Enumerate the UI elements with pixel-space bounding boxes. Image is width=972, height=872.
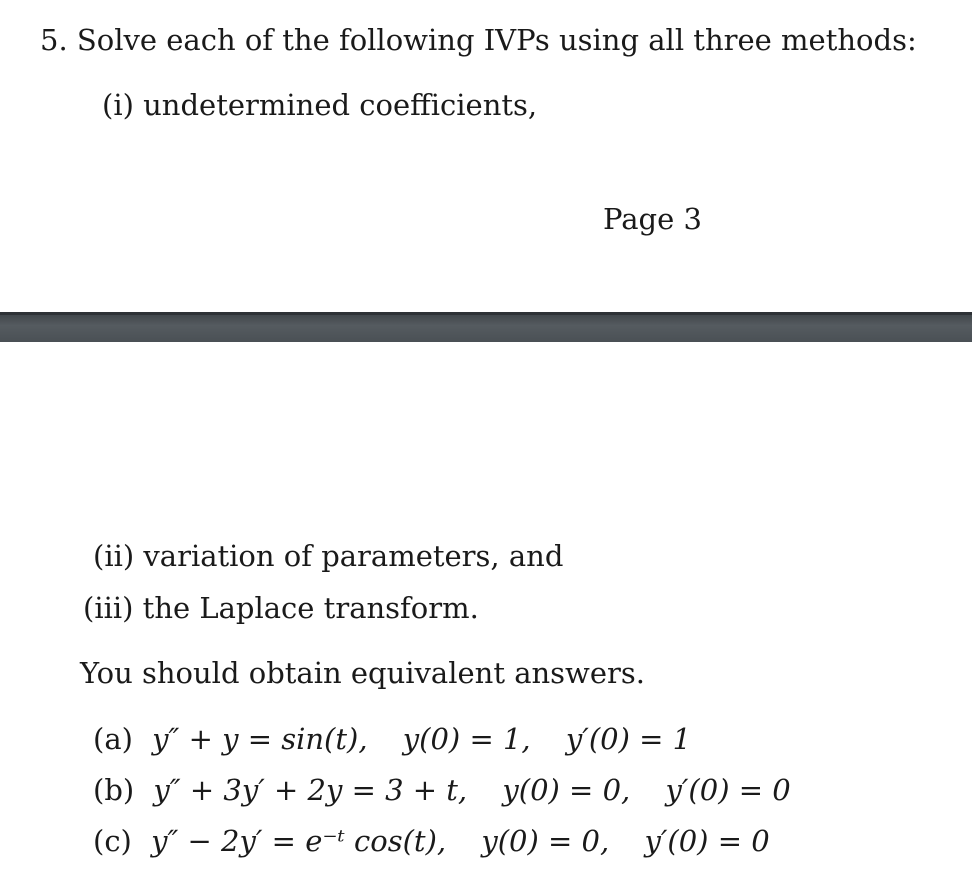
method-text: undetermined coefficients, <box>143 88 538 122</box>
method-label: (i) <box>102 88 134 122</box>
method-label: (ii) <box>93 539 135 573</box>
ivp-label: (c) <box>93 824 132 858</box>
page-top-section <box>0 0 972 312</box>
method-item-ii <box>93 538 563 574</box>
page-break-divider <box>0 312 972 342</box>
ivp-initial-condition-2: y′(0) = 0 <box>665 773 791 807</box>
problem-text: Solve each of the following IVPs using all three methods: <box>76 23 917 57</box>
ivp-equation: y″ + y = sin(t), <box>152 722 368 756</box>
ivp-equation: y″ + 3y′ + 2y = 3 + t, <box>153 773 468 807</box>
method-item-iii <box>83 590 479 626</box>
problem-number: 5. <box>40 23 68 57</box>
method-label: (iii) <box>83 591 134 625</box>
ivp-initial-condition-2: y′(0) = 1 <box>565 722 692 756</box>
method-item-i <box>102 87 537 123</box>
method-text: variation of parameters, and <box>143 539 564 573</box>
problem-statement <box>40 22 917 58</box>
ivp-initial-condition-1: y(0) = 0, <box>481 824 610 858</box>
ivp-initial-condition-2: y′(0) = 0 <box>644 824 770 858</box>
ivp-initial-condition-1: y(0) = 0, <box>502 773 631 807</box>
divider-edge <box>0 312 972 315</box>
note-text: You should obtain equivalent answers. <box>80 656 646 690</box>
page-number: Page 3 <box>603 202 702 236</box>
page-bottom-section <box>0 342 972 872</box>
ivp-item-c <box>93 823 770 859</box>
method-text: the Laplace transform. <box>142 591 479 625</box>
ivp-label: (a) <box>93 722 133 756</box>
ivp-equation: y″ − 2y′ = e⁻ᵗ cos(t), <box>151 824 447 858</box>
ivp-item-b <box>93 772 791 808</box>
ivp-item-a <box>93 721 691 757</box>
ivp-initial-condition-1: y(0) = 1, <box>402 722 531 756</box>
ivp-label: (b) <box>93 773 135 807</box>
